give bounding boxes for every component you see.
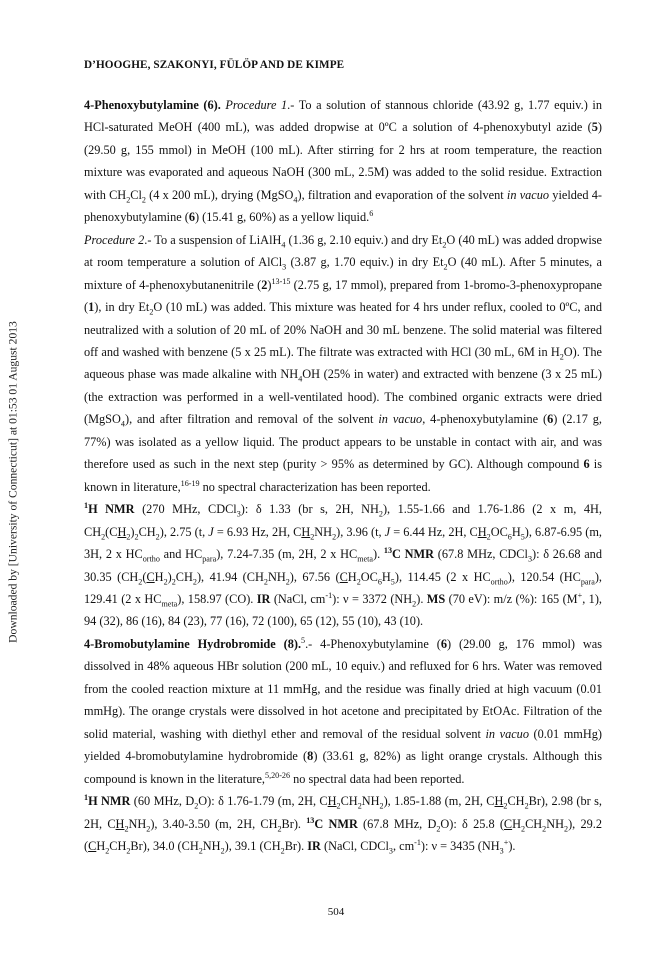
paragraph-spectra-8: $^1$H NMR (60 MHz, $D_2O$): δ 1.76-1.79 (m, 2H, $CH_2CH_2NH_2$), 1.85-1.88 (m, 2H, $CH_2CH_2Br$), 2.98 (br s, 2H, $CH_2NH_2$), 3.40-3.50 (m, 2H, $CH_2Br$). $^{13}$C NMR (67.8 MHz, $D_2O$): δ 25.8 $(CH_2CH_2NH_2)$, 29.2 $(CH_2CH_2Br)$, 34.0 $(CH_2NH_2)$, 39.1 $(CH_2Br)$. IR (NaCl, CDCl$_3$, $cm^{-1}$): ν = 3435 $(NH_3^+)$.	[84, 792, 603, 856]
procedure-2-label: Procedure 2	[84, 232, 145, 247]
compound-8-heading: 4-Bromobutylamine Hydrobromide (8).	[84, 636, 302, 651]
paragraph-compound-8: 4-Bromobutylamine Hydrobromide (8).$^5$.- 4-Phenoxybutylamine (6) (29.00 g, 176 mmol) was dissolved in 48% aqueous HBr solution (200 mL, 10 equiv.) and refluxed for 6 hrs. Water was removed from the cooled reaction mixture at 11 mmHg, and the residue was finally dried at high vacuum (0.01 mmHg). The orange crystals were dissolved in hot acetone and precipitated by EtOAc. Filtration of the solid material, washing with diethyl ether and removal of the residual solvent in vacuo (0.01 mmHg) yielded 4-bromobutylamine hydrobromide (8) (33.61 g, 82%) as light orange crystals. Although this compound is known in the literature,$^{5,20-26}$ no spectral data had been reported.	[84, 635, 603, 786]
body-text	[84, 94, 602, 857]
running-header: D’HOOGHE, SZAKONYI, FÜLÖP AND DE KIMPE	[84, 59, 345, 71]
page-number: 504	[327, 906, 345, 918]
download-watermark	[0, 0, 26, 960]
download-watermark-text: Downloaded by [University of Connecticut] at 01:53 01 August 2013	[6, 321, 20, 643]
paragraph-spectra-6: $^1$H NMR (270 MHz, CDCl$_3$): δ 1.33 (br s, 2H, $NH_2$), 1.55-1.66 and 1.76-1.86 (2 x m, 4H, $CH_2(CH_2)_2CH_2$), 2.75 (t, J = 6.93 Hz, 2H, $CH_2NH_2$), 3.96 (t, J = 6.44 Hz, 2H, $CH_2OC_6H_5$), 6.87-6.95 (m, 3H, 2 x $HC_{ortho}$ and $HC_{para}$), 7.24-7.35 (m, 2H, 2 x $HC_{meta}$). $^{13}$C NMR (67.8 MHz, CDCl$_3$): δ 26.68 and 30.35 $(CH_2(CH_2)_2CH_2)$, 41.94 $(CH_2NH_2)$, 67.56 $(CH_2OC_6H_5)$, 114.45 (2 x $HC_{ortho}$), 120.54 $(HC_{para})$, 129.41 (2 x $HC_{meta}$), 158.97 (CO). IR (NaCl, $cm^{-1}$): ν = 3372 $(NH_2)$. MS (70 eV): m/z (%): 165 (M+, 1), 94 (32), 86 (16), 84 (23), 77 (16), 72 (100), 65 (12), 55 (10), 43 (10).	[84, 501, 603, 629]
compound-6-heading: 4-Phenoxybutylamine (6).	[84, 98, 221, 112]
paragraph-procedure-1: 4-Phenoxybutylamine (6). Procedure 1.- To a solution of stannous chloride (43.92 g, 1.77 equiv.) in HCl-saturated MeOH (400 mL), was added dropwise at 0ºC a solution of 4-phenoxybutyl azide (5) (29.50 g, 155 mmol) in MeOH (100 mL). After stirring for 2 hrs at room temperature, the reaction mixture was evaporated and aqueous NaOH (300 mL, 2.5M) was added to the solid residue. Extraction with $CH_2Cl_2$ (4 x 200 mL), drying (MgSO$_4$), filtration and evaporation of the solvent in vacuo yielded 4-phenoxybutylamine (6) (15.41 g, 60%) as a yellow liquid.$^6$	[84, 98, 602, 225]
procedure-1-label: Procedure 1	[225, 98, 288, 112]
paragraph-procedure-2: Procedure 2.- To a suspension of LiAlH$_4$ (1.36 g, 2.10 equiv.) and dry $Et_2O$ (40 mL) was added dropwise at room temperature a solution of AlCl$_3$ (3.87 g, 1.70 equiv.) in dry $Et_2O$ (40 mL). After 5 minutes, a mixture of 4-phenoxybutanenitrile $(2)^{13-15}$ (2.75 g, 17 mmol), prepared from 1-bromo-3-phenoxypropane (1), in dry $Et_2O$ (10 mL) was added. This mixture was heated for 4 hrs under reflux, cooled to 0ºC, and neutralized with a solution of 20 mL of 20% NaOH and 30 mL benzene. The solid material was filtered off and washed with benzene (5 x 25 mL). The filtrate was extracted with HCl (30 mL, 6M in $H_2O$). The aqueous phase was made alkaline with $NH_4OH$ (25% in water) and extracted with benzene (3 x 25 mL) (the extraction was performed in a well-ventilated hood). The combined organic extracts were dried (MgSO$_4$), and after filtration and removal of the solvent in vacuo, 4-phenoxybutylamine (6) (2.17 g, 77%) was isolated as a yellow liquid. The product appears to be unstable in contact with air, and was therefore used as such in the next step (purity > 95% as determined by GC). Although compound 6 is known in literature,$^{16-19}$ no spectral characterization has been reported.	[84, 232, 602, 494]
